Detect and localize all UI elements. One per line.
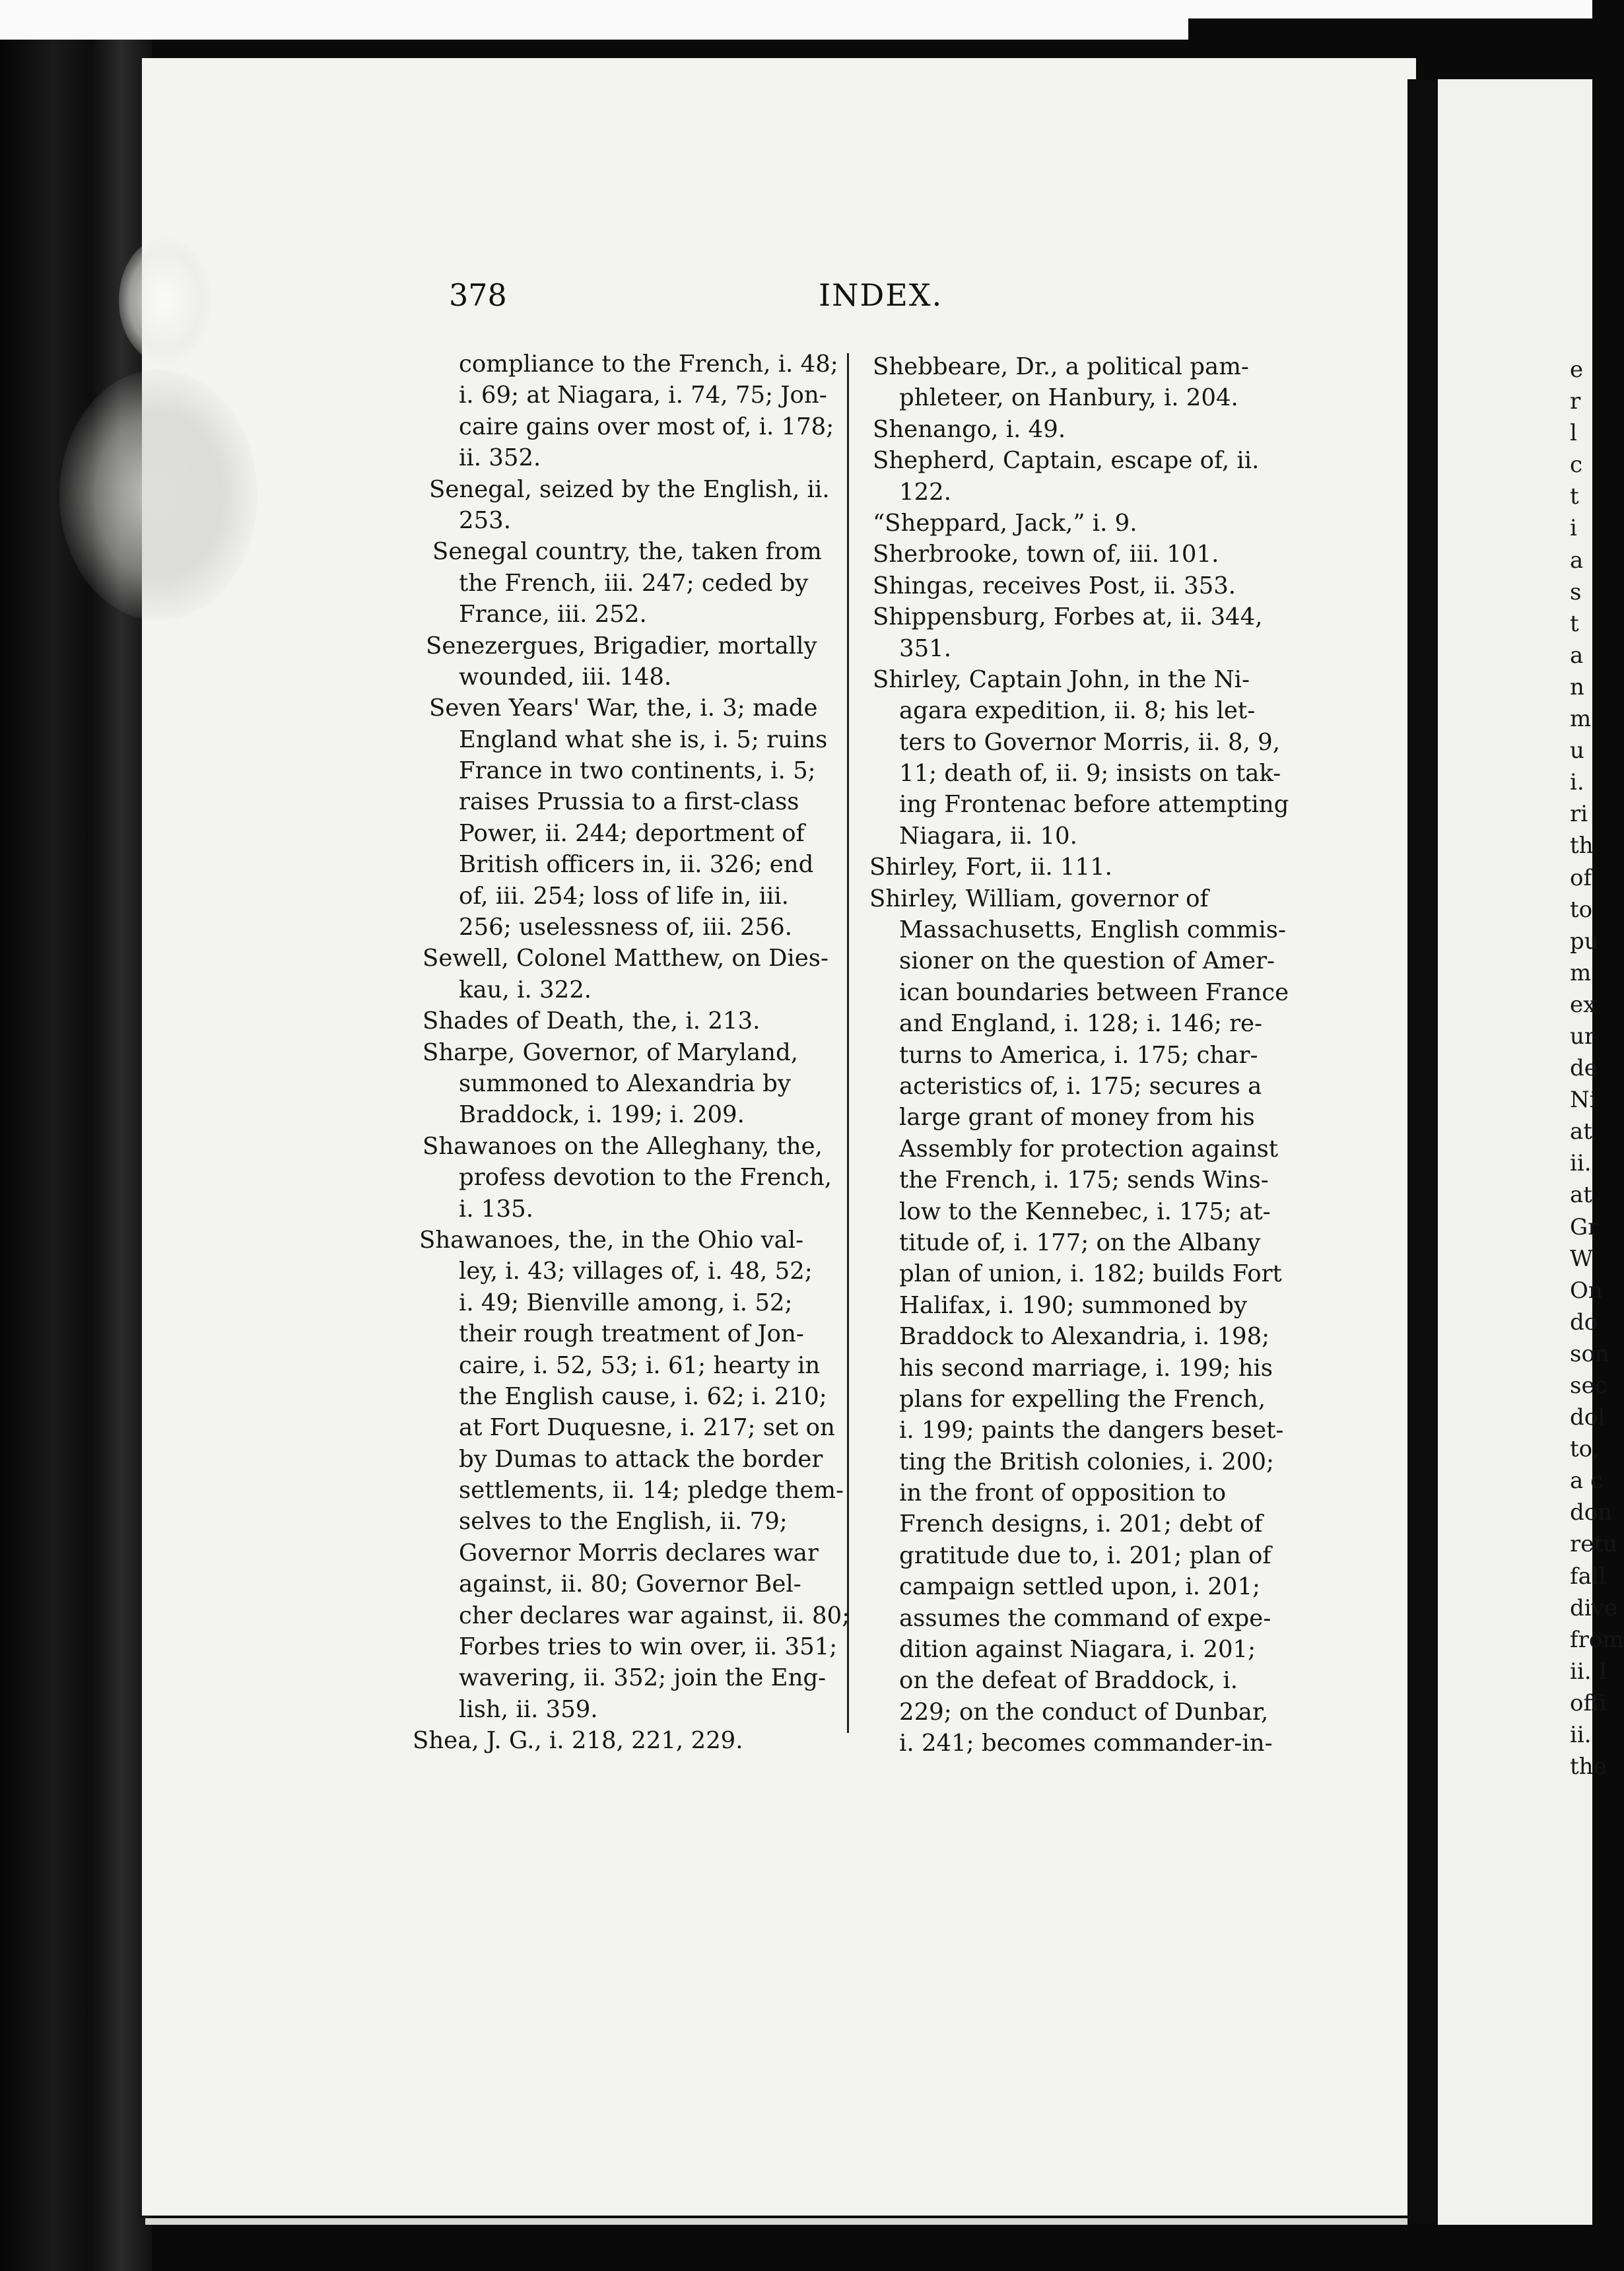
index-entry-line: Senegal country, the, taken from [432, 538, 822, 566]
index-entry-line: summoned to Alexandria by [459, 1069, 791, 1097]
index-entry-line: Shades of Death, the, i. 213. [423, 1007, 761, 1035]
index-entry-line: 351. [899, 634, 952, 662]
index-entry-line: agara expedition, ii. 8; his let- [899, 697, 1256, 725]
facing-page-fragment: ii. [1570, 1150, 1592, 1177]
index-entry-line: ley, i. 43; villages of, i. 48, 52; [459, 1258, 813, 1285]
index-entry-line: Senezergues, Brigadier, mortally [426, 632, 817, 660]
facing-page-fragment: Gr [1570, 1213, 1599, 1240]
index-entry-line: Shea, J. G., i. 218, 221, 229. [413, 1727, 743, 1755]
facing-page-fragment: u [1570, 737, 1584, 764]
facing-page-fragment: of [1570, 864, 1592, 891]
facing-page-fragment: l [1570, 420, 1577, 447]
book-gutter [1407, 79, 1438, 2225]
index-entry-line: wounded, iii. 148. [459, 663, 672, 691]
paper-stain-small [119, 238, 211, 363]
index-entry-line: Shirley, Fort, ii. 111. [869, 854, 1112, 881]
facing-page-fragment: pu [1570, 928, 1599, 955]
index-entry-line: ican boundaries between France [899, 978, 1289, 1006]
index-entry-line: by Dumas to attack the border [459, 1445, 823, 1473]
facing-page-fragment: m [1570, 959, 1592, 986]
facing-page-fragment: ii. [1570, 1722, 1592, 1749]
facing-page-fragment: de [1570, 1055, 1598, 1082]
index-entry-line: i. 241; becomes commander-in- [899, 1730, 1273, 1757]
index-entry-line: i. 135. [459, 1195, 533, 1223]
index-entry-line: Shenango, i. 49. [873, 415, 1066, 443]
index-entry-line: Shirley, Captain John, in the Ni- [873, 665, 1250, 693]
index-entry-line: Niagara, ii. 10. [899, 822, 1077, 850]
index-entry-line: Shepherd, Captain, escape of, ii. [873, 447, 1260, 475]
index-entry-line: 229; on the conduct of Dunbar, [899, 1698, 1269, 1726]
index-entry-line: i. 69; at Niagara, i. 74, 75; Jon- [459, 382, 827, 409]
index-entry-line: plans for expelling the French, [899, 1385, 1266, 1413]
facing-page [1438, 79, 1592, 2225]
facing-page-fragment: do [1570, 1308, 1598, 1336]
index-entry-line: England what she is, i. 5; ruins [459, 726, 828, 753]
index-column-right [869, 351, 1294, 1759]
facing-page-fragment: at [1570, 1118, 1592, 1145]
index-entry-line: ting the British colonies, i. 200; [899, 1448, 1274, 1475]
facing-page-fragment: ii. I [1570, 1658, 1607, 1685]
index-entry-line: their rough treatment of Jon- [459, 1320, 804, 1348]
index-entry-line: France, iii. 252. [459, 601, 647, 628]
facing-page-fragment: r [1570, 388, 1581, 415]
index-entry-line: Sherbrooke, town of, iii. 101. [873, 541, 1219, 568]
index-entry-line: i. 199; paints the dangers beset- [899, 1417, 1284, 1444]
facing-page-fragment: to [1570, 896, 1593, 923]
top-white-margin [0, 0, 1188, 40]
facing-page-fragment: at [1570, 1182, 1592, 1209]
index-entry-line: lish, ii. 359. [459, 1695, 598, 1723]
facing-page-fragment: m [1570, 706, 1592, 733]
index-entry-line: on the defeat of Braddock, i. [899, 1667, 1238, 1695]
facing-page-fragment: dol [1570, 1404, 1606, 1431]
index-entry-line: acteristics of, i. 175; secures a [899, 1072, 1262, 1100]
index-entry-line: Sharpe, Governor, of Maryland, [423, 1038, 798, 1066]
facing-page-fragment: n [1570, 673, 1584, 700]
index-entry-line: 11; death of, ii. 9; insists on tak- [899, 760, 1281, 788]
facing-page-fragment: retu [1570, 1531, 1617, 1558]
index-entry-line: Governor Morris declares war [459, 1539, 819, 1567]
index-entry-line: settlements, ii. 14; pledge them- [459, 1477, 844, 1505]
index-entry-line: and England, i. 128; i. 146; re- [899, 1010, 1263, 1038]
index-entry-line: ing Frontenac before attempting [899, 791, 1289, 819]
index-entry-line: 256; uselessness of, iii. 256. [459, 914, 792, 941]
index-entry-line: his second marriage, i. 199; his [899, 1354, 1273, 1382]
paper-stain [59, 370, 257, 621]
index-entry-line: raises Prussia to a first-class [459, 788, 799, 816]
index-entry-line: in the front of opposition to [899, 1479, 1227, 1507]
facing-page-fragment: ri [1570, 801, 1588, 828]
index-entry-line: dition against Niagara, i. 201; [899, 1636, 1256, 1664]
index-entry-line: Shebbeare, Dr., a political pam- [873, 353, 1249, 380]
index-entry-line: French designs, i. 201; debt of [899, 1510, 1263, 1538]
index-entry-line: profess devotion to the French, [459, 1164, 832, 1192]
index-entry-line: wavering, ii. 352; join the Eng- [459, 1664, 827, 1692]
index-entry-line: the French, iii. 247; ceded by [459, 569, 809, 597]
facing-page-fragment: c [1570, 452, 1583, 479]
facing-page-text [1570, 354, 1624, 1782]
top-white-margin-right [1188, 0, 1592, 18]
index-entry-line: Forbes tries to win over, ii. 351; [459, 1633, 838, 1661]
index-entry-line: campaign settled upon, i. 201; [899, 1573, 1260, 1601]
index-entry-line: Braddock to Alexandria, i. 198; [899, 1323, 1270, 1351]
index-entry-line: ii. 352. [459, 444, 541, 472]
index-entry-line: ters to Governor Morris, ii. 8, 9, [899, 728, 1281, 756]
index-entry-line: at Fort Duquesne, i. 217; set on [459, 1414, 835, 1442]
facing-page-fragment: W [1570, 1245, 1593, 1272]
facing-page-fragment: a [1570, 547, 1584, 574]
facing-page-fragment: i [1570, 515, 1577, 542]
index-entry-line: gratitude due to, i. 201; plan of [899, 1542, 1271, 1569]
index-entry-line: of, iii. 254; loss of life in, iii. [459, 882, 789, 910]
facing-page-fragment: to, [1570, 1436, 1600, 1463]
facing-page-fragment: i. [1570, 769, 1584, 796]
facing-page-fragment: from [1570, 1626, 1624, 1653]
index-entry-line: the French, i. 175; sends Wins- [899, 1167, 1269, 1194]
index-entry-line: Braddock, i. 199; i. 209. [459, 1101, 745, 1129]
facing-page-fragment: a [1570, 642, 1584, 669]
index-entry-line: assumes the command of expe- [899, 1604, 1271, 1632]
index-entry-line: British officers in, ii. 326; end [459, 851, 814, 879]
index-entry-line: kau, i. 322. [459, 976, 592, 1003]
index-entry-line: against, ii. 80; Governor Bel- [459, 1571, 801, 1598]
page-title: INDEX. [819, 277, 943, 313]
facing-page-fragment: Ni [1570, 1087, 1597, 1114]
index-entry-line: Seven Years' War, the, i. 3; made [429, 695, 818, 722]
facing-page-fragment: dive [1570, 1594, 1617, 1621]
index-entry-line: plan of union, i. 182; builds Fort [899, 1260, 1282, 1288]
facing-page-fragment: fall [1570, 1563, 1606, 1590]
facing-page-fragment: the [1570, 1753, 1607, 1780]
index-entry-line: Power, ii. 244; deportment of [459, 819, 805, 847]
index-entry-line: 253. [459, 506, 512, 534]
index-entry-line: Shawanoes, the, in the Ohio val- [419, 1226, 804, 1254]
index-entry-line: Shirley, William, governor of [869, 885, 1209, 912]
index-entry-line: caire gains over most of, i. 178; [459, 413, 834, 440]
index-entry-line: Shawanoes on the Alleghany, the, [423, 1132, 823, 1160]
index-entry-line: compliance to the French, i. 48; [459, 351, 838, 378]
facing-page-fragment: offi [1570, 1689, 1607, 1716]
index-entry-line: France in two continents, i. 5; [459, 757, 816, 785]
index-entry-line: turns to America, i. 175; char- [899, 1041, 1258, 1069]
index-entry-line: Shippensburg, Forbes at, ii. 344, [873, 603, 1263, 631]
facing-page-fragment: son [1570, 1340, 1609, 1367]
index-entry-line: “Sheppard, Jack,” i. 9. [873, 509, 1137, 537]
index-entry-line: Sewell, Colonel Matthew, on Dies- [423, 945, 829, 972]
index-entry-line: 122. [899, 478, 952, 506]
index-entry-line: caire, i. 52, 53; i. 61; hearty in [459, 1351, 821, 1379]
index-entry-line: Assembly for protection against [899, 1135, 1279, 1163]
index-entry-line: large grant of money from his [899, 1104, 1255, 1132]
index-entry-line: low to the Kennebec, i. 175; at- [899, 1198, 1271, 1225]
facing-page-fragment: ur [1570, 1023, 1596, 1050]
index-column-left [413, 349, 868, 1757]
index-entry-line: Senegal, seized by the English, ii. [429, 475, 830, 503]
facing-page-fragment: On [1570, 1277, 1603, 1304]
index-entry-line: titude of, i. 177; on the Albany [899, 1229, 1261, 1256]
page-number: 378 [449, 277, 507, 313]
index-entry-line: i. 49; Bienville among, i. 52; [459, 1289, 793, 1316]
facing-page-fragment: sec [1570, 1373, 1607, 1399]
facing-page-fragment: t [1570, 483, 1579, 510]
facing-page-fragment: t [1570, 610, 1579, 637]
index-entry-line: cher declares war against, ii. 80; [459, 1602, 850, 1629]
facing-page-fragment: e [1570, 356, 1584, 383]
book-binding [0, 40, 152, 2271]
index-entry-line: Massachusetts, English commis- [899, 916, 1286, 944]
index-entry-line: phleteer, on Hanbury, i. 204. [899, 384, 1238, 412]
index-entry-line: Shingas, receives Post, ii. 353. [873, 572, 1236, 599]
facing-page-fragment: don [1570, 1499, 1613, 1526]
facing-page-fragment: a c [1570, 1468, 1604, 1495]
facing-page-fragment: ex [1570, 991, 1596, 1018]
index-entry-line: sioner on the question of Amer- [899, 947, 1275, 975]
facing-page-fragment: th [1570, 832, 1594, 860]
facing-page-fragment: s [1570, 578, 1582, 605]
index-entry-line: the English cause, i. 62; i. 210; [459, 1382, 827, 1410]
index-entry-line: selves to the English, ii. 79; [459, 1508, 788, 1536]
index-entry-line: Halifax, i. 190; summoned by [899, 1291, 1248, 1319]
page-bottom-edge [145, 2218, 1419, 2225]
